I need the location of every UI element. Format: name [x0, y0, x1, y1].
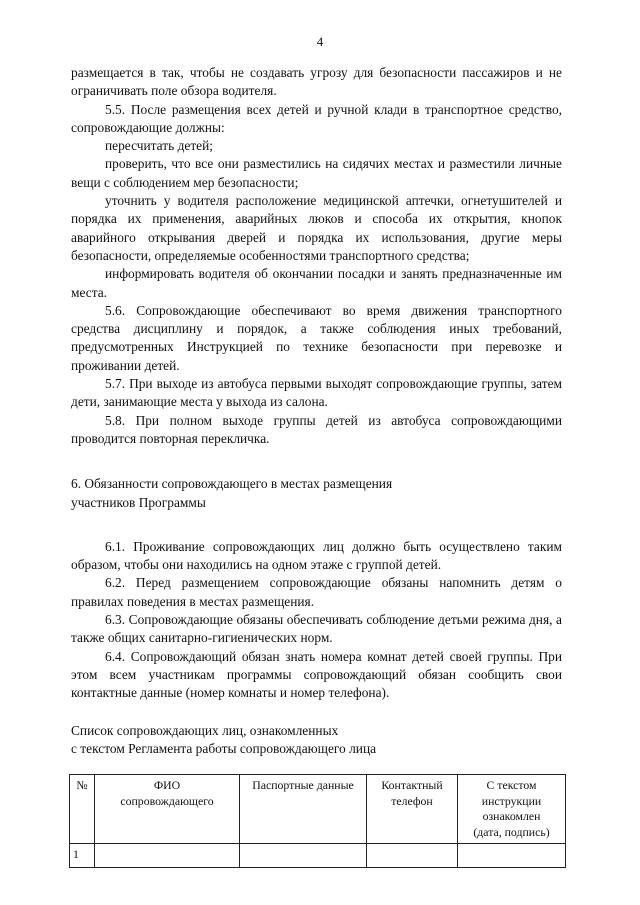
header-fio [95, 775, 240, 844]
list-item-clarify-with-driver: уточнить у водителя расположение медицинской аптечки, огнетушителей и порядка их применения, аварийных люков и способа их открытия, кнопок аварийного открывания дверей и порядка их использования, другие меры безопасности, определяемые особенностями транспортного средства; [71, 193, 562, 263]
list-title-line2: с текстом Регламента работы сопровождающего лица [71, 740, 377, 756]
paragraph-6-1: 6.1. Проживание сопровождающих лиц должно быть осуществлено таким образом, чтобы они находились на одном этаже с группой детей. [71, 538, 562, 573]
section-6-title-line1: 6. Обязанности сопровождающего в местах размещения [71, 476, 393, 492]
list-title-line1: Список сопровождающих лиц, ознакомленных [71, 722, 339, 738]
row-phone [367, 844, 458, 868]
header-ack-line2: инструкции [481, 793, 542, 808]
header-fio-line1: ФИО [153, 778, 181, 793]
header-passport: Паспортные данные [240, 775, 367, 844]
row-ack [458, 844, 566, 868]
header-ack-line3: ознакомлен [482, 809, 541, 824]
row-passport [240, 844, 367, 868]
header-ack [458, 775, 566, 844]
paragraph-5-5: 5.5. После размещения всех детей и ручной клади в транспортное средство, сопровождающие должны: [71, 101, 562, 135]
paragraph-6-4: 6.4. Сопровождающий обязан знать номера комнат детей своей группы. При этом всем участникам программы сопровождающий обязан сообщить свои контактные данные (номер комнаты и номер телефона). [71, 648, 562, 701]
page-number: 4 [316, 34, 324, 49]
acquaintance-table [69, 774, 566, 868]
header-phone-line2: телефон [391, 793, 433, 808]
row-fio [95, 844, 240, 868]
header-phone [367, 775, 458, 844]
paragraph-5-7: 5.7. При выходе из автобуса первыми выходят сопровождающие группы, затем дети, занимающие места у выхода из салона. [71, 376, 562, 410]
table-header-row [70, 775, 566, 844]
paragraph-6-2: 6.2. Перед размещением сопровождающие обязаны напомнить детям о правилах поведения в местах размещения. [71, 575, 562, 609]
paragraph-6-3: 6.3. Сопровождающие обязаны обеспечивать соблюдение детьми режима дня, а также общих санитарно-гигиенических норм. [71, 612, 562, 646]
header-phone-line1: Контактный [381, 778, 443, 793]
row-num: 1 [70, 844, 95, 868]
paragraph-5-6: 5.6. Сопровождающие обеспечивают во время движения транспортного средства дисциплину и порядок, а также соблюдения иных требований, предусмотренных Инструкцией по технике безопасности при перевозке и проживании детей. [71, 302, 562, 373]
document-body [71, 64, 562, 868]
header-num: № [70, 775, 95, 844]
paragraph-continuation: размещается в так, чтобы не создавать угрозу для безопасности пассажиров и не ограничивать поле обзора водителя. [71, 65, 562, 99]
list-item-inform-driver: информировать водителя об окончании посадки и занять предназначенные им места. [71, 266, 562, 300]
paragraph-5-8: 5.8. При полном выходе группы детей из автобуса сопровождающими проводится повторная перекличка. [71, 412, 562, 446]
header-ack-line4: (дата, подпись) [473, 824, 550, 839]
section-6-title-line2: участников Программы [71, 494, 206, 510]
list-item-check-seating: проверить, что все они разместились на сидячих местах и разместили личные вещи с соблюдением мер безопасности; [71, 156, 562, 190]
list-item-count-children: пересчитать детей; [105, 138, 214, 154]
table-row [70, 844, 566, 868]
header-fio-line2: сопровождающего [120, 793, 214, 808]
header-ack-line1: С текстом [486, 778, 537, 793]
